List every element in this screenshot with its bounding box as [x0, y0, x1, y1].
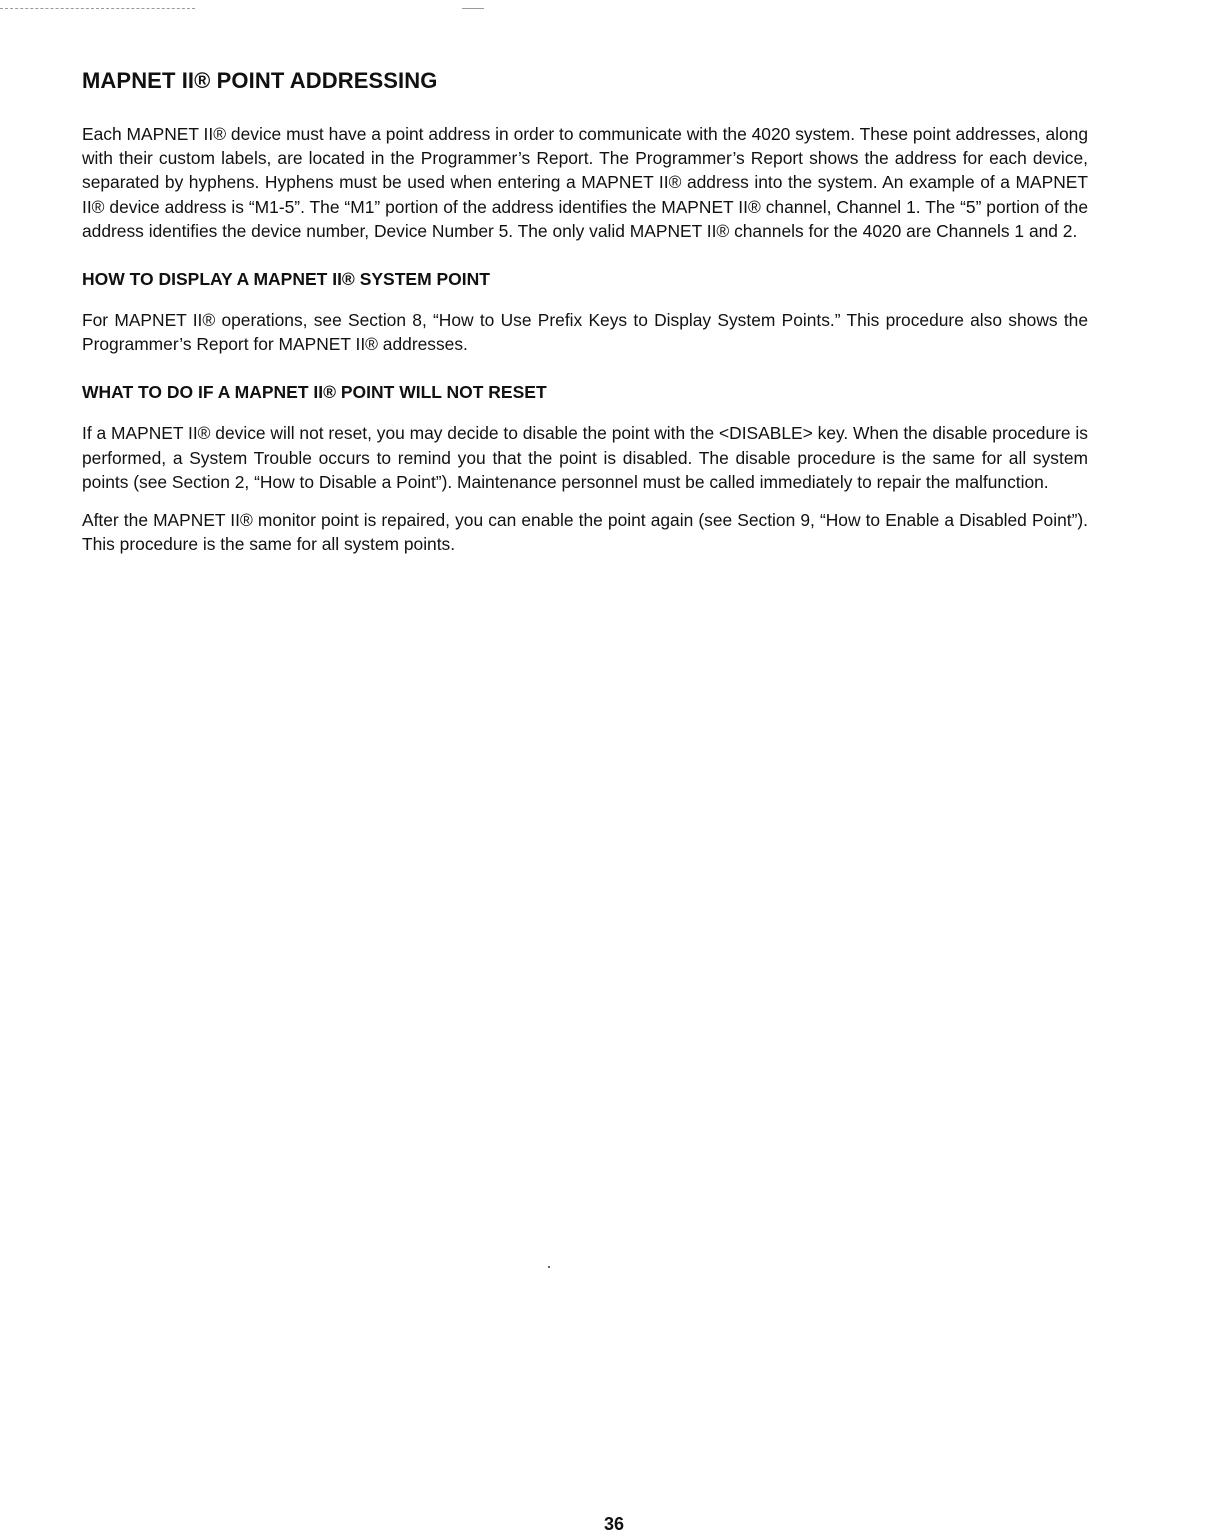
document-page: [82, 68, 1088, 556]
disable-point-paragraph: If a MAPNET II® device will not reset, you may decide to disable the point with the <DISABLE> key. When the disable procedure is performed, a System Trouble occurs to remind you that the point is disabled. The disable procedure is the same for all system points (see Section 2, “How to Disable a Point”). Maintenance personnel must be called immediately to repair the malfunction.: [82, 423, 1088, 492]
intro-paragraph: Each MAPNET II® device must have a point address in order to communicate with the 4020 system. These point addresses, along with their custom labels, are located in the Programmer’s Report. The Programmer’s Report shows the address for each device, separated by hyphens. Hyphens must be used when entering a MAPNET II® address into the system. An example of a MAPNET II® device address is “M1-5”. The “M1” portion of the address identifies the MAPNET II® channel, Channel 1. The “5” portion of the address identifies the device number, Device Number 5. The only valid MAPNET II® channels for the 4020 are Channels 1 and 2.: [82, 124, 1088, 241]
section-heading-point-not-reset: WHAT TO DO IF A MAPNET II® POINT WILL NOT RESET: [82, 382, 547, 403]
section-heading-display-point: HOW TO DISPLAY A MAPNET II® SYSTEM POINT: [82, 269, 490, 290]
scan-edge-mark: [462, 8, 484, 9]
display-point-paragraph: For MAPNET II® operations, see Section 8, “How to Use Prefix Keys to Display System Points.” This procedure also shows the Programmer’s Report for MAPNET II® addresses.: [82, 310, 1088, 355]
enable-point-paragraph: After the MAPNET II® monitor point is repaired, you can enable the point again (see Section 9, “How to Enable a Disabled Point”). This procedure is the same for all system points.: [82, 510, 1088, 555]
scan-edge-mark: [0, 8, 195, 9]
page-number: 36: [603, 1514, 625, 1534]
scan-speck: [548, 1266, 550, 1268]
page-title: MAPNET II® POINT ADDRESSING: [82, 68, 438, 93]
